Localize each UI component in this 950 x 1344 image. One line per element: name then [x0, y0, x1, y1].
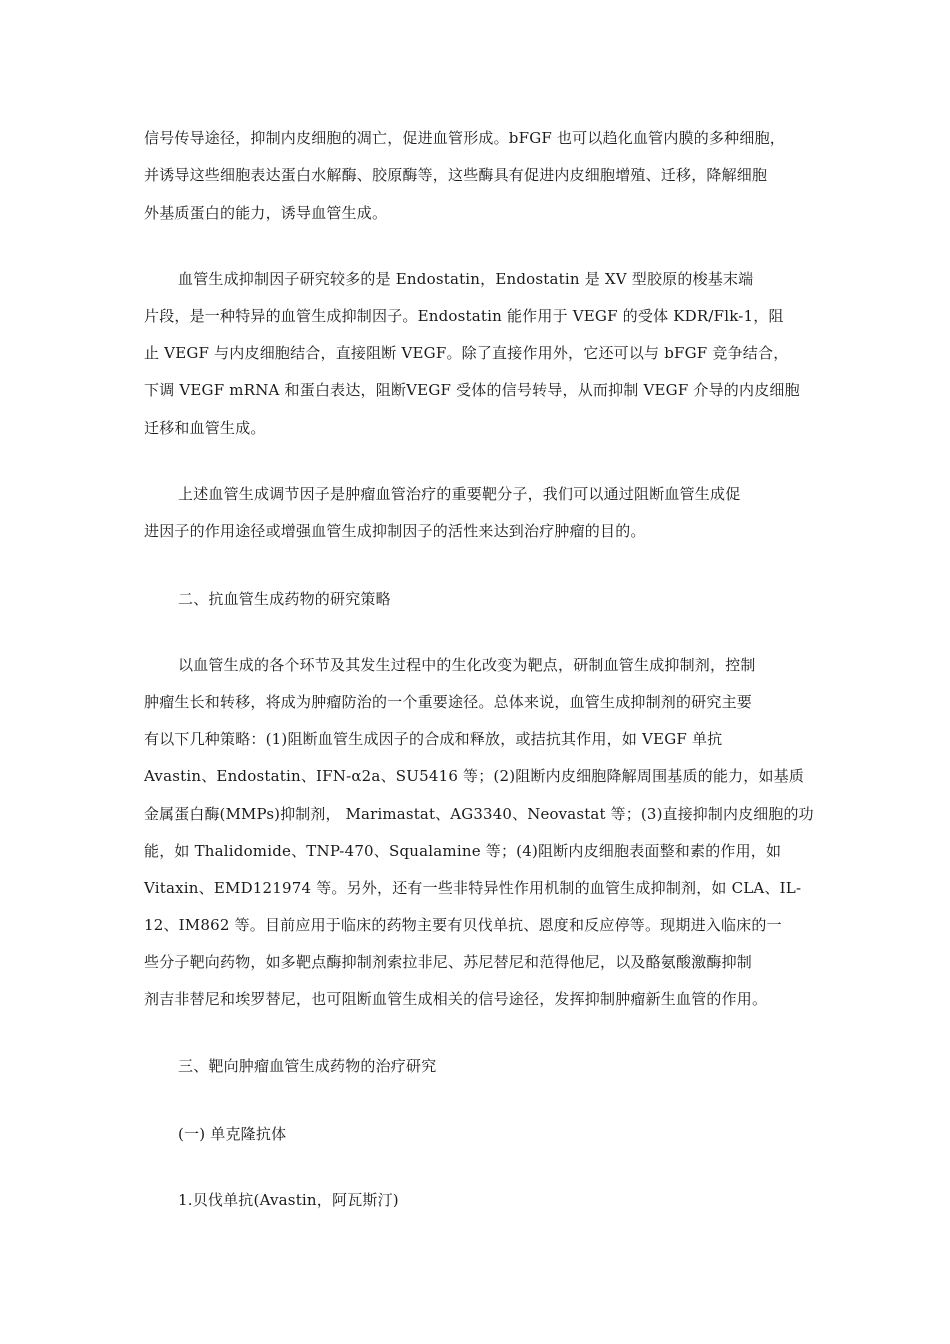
paragraph-4-line-8: 12、IM862 等。目前应用于临床的药物主要有贝伐单抗、恩度和反应停等。现期进入临床的一: [144, 916, 782, 934]
paragraph-1-line-3: 外基质蛋白的能力，诱导血管生成。: [144, 204, 388, 222]
section-heading-3: 三、靶向肿瘤血管生成药物的治疗研究: [178, 1057, 437, 1075]
paragraph-2-line-5: 迁移和血管生成。: [144, 419, 266, 437]
paragraph-3-line-1: 上述血管生成调节因子是肿瘤血管治疗的重要靶分子，我们可以通过阻断血管生成促: [178, 485, 741, 503]
paragraph-4-line-2: 肿瘤生长和转移，将成为肿瘤防治的一个重要途径。总体来说，血管生成抑制剂的研究主要: [144, 693, 753, 711]
item-heading-1: 1.贝伐单抗(Avastin，阿瓦斯汀): [178, 1191, 399, 1209]
paragraph-3-line-2: 进因子的作用途径或增强血管生成抑制因子的活性来达到治疗肿瘤的目的。: [144, 522, 646, 540]
paragraph-4-line-3: 有以下几种策略：(1)阻断血管生成因子的合成和释放，或拮抗其作用，如 VEGF 单抗: [144, 730, 723, 748]
paragraph-2-line-4: 下调 VEGF mRNA 和蛋白表达，阻断VEGF 受体的信号转导，从而抑制 VEGF 介导的内皮细胞: [144, 381, 800, 399]
section-heading-2: 二、抗血管生成药物的研究策略: [178, 590, 391, 608]
paragraph-2-line-1: 血管生成抑制因子研究较多的是 Endostatin，Endostatin 是 XV 型胶原的梭基末端: [178, 270, 754, 288]
paragraph-4-line-10: 剂吉非替尼和埃罗替尼，也可阻断血管生成相关的信号途径，发挥抑制肿瘤新生血管的作用。: [144, 990, 768, 1008]
paragraph-4-line-6: 能，如 Thalidomide、TNP-470、Squalamine 等；(4)阻断内皮细胞表面整和素的作用，如: [144, 842, 782, 860]
paragraph-1-line-1: 信号传导途径，抑制内皮细胞的凋亡，促进血管形成。bFGF 也可以趋化血管内膜的多种细胞，: [144, 129, 785, 147]
paragraph-4-line-1: 以血管生成的各个环节及其发生过程中的生化改变为靶点，研制血管生成抑制剂，控制: [178, 656, 756, 674]
subsection-heading-1: (一) 单克隆抗体: [178, 1125, 287, 1143]
paragraph-4-line-4: Avastin、Endostatin、IFN-α2a、SU5416 等；(2)阻断内皮细胞降解周围基质的能力，如基质: [144, 767, 805, 785]
paragraph-4-line-7: Vitaxin、EMD121974 等。另外，还有一些非特异性作用机制的血管生成抑制剂，如 CLA、IL-: [144, 879, 802, 897]
paragraph-4-line-5: 金属蛋白酶(MMPs)抑制剂， Marimastat、AG3340、Neovastat 等；(3)直接抑制内皮细胞的功: [144, 805, 814, 823]
paragraph-2-line-3: 止 VEGF 与内皮细胞结合，直接阻断 VEGF。除了直接作用外，它还可以与 bFGF 竞争结合，: [144, 344, 789, 362]
paragraph-2-line-2: 片段，是一种特异的血管生成抑制因子。Endostatin 能作用于 VEGF 的受体 KDR/Flk-1，阻: [144, 307, 784, 325]
paragraph-1-line-2: 并诱导这些细胞表达蛋白水解酶、胶原酶等，这些酶具有促进内皮细胞增殖、迁移，降解细胞: [144, 166, 768, 184]
paragraph-4-line-9: 些分子靶向药物，如多靶点酶抑制剂索拉非尼、苏尼替尼和范得他尼，以及酪氨酸激酶抑制: [144, 953, 753, 971]
